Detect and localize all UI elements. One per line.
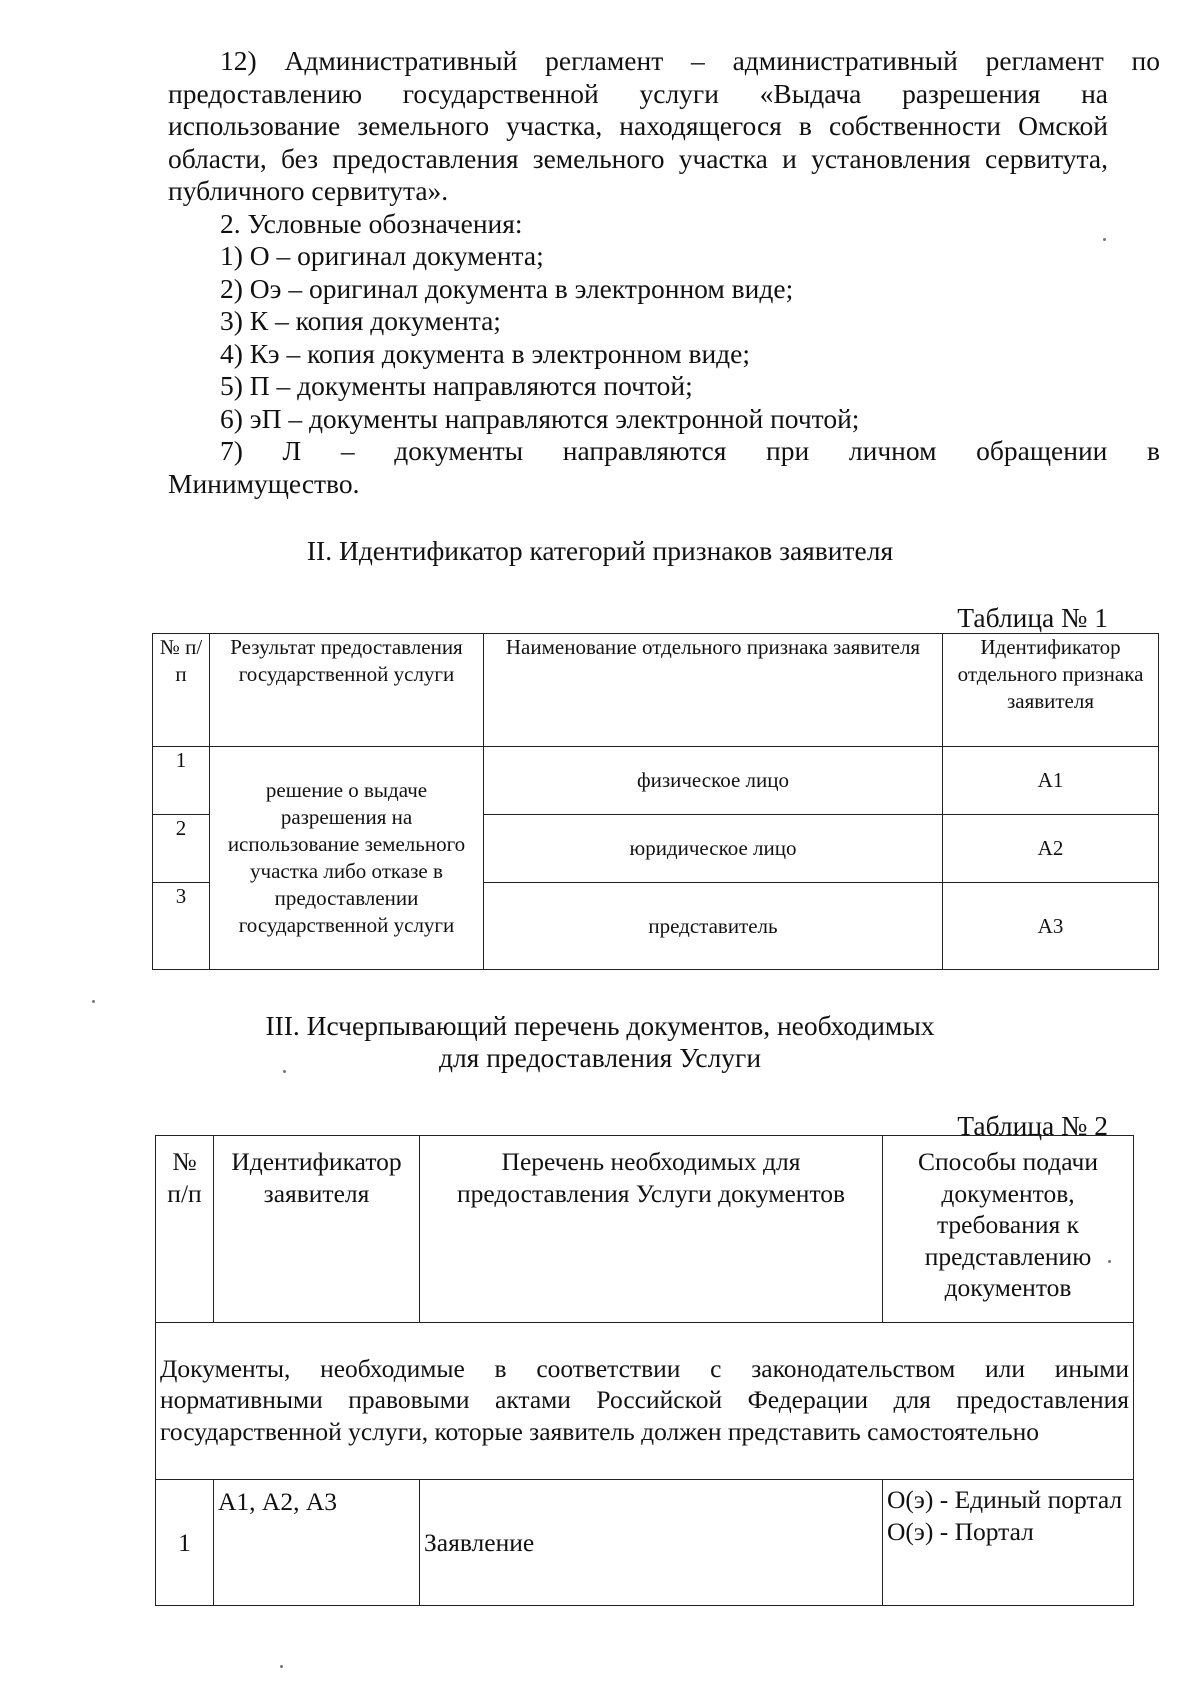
table-row (153, 747, 1159, 815)
legend-item: 4) Кэ – копия документа в электронном виде; (220, 337, 751, 369)
table-2-caption: Таблица № 2 (957, 1110, 1108, 1141)
legend-title: 2. Условные обозначения: (220, 207, 523, 239)
definition-12-end (168, 175, 1108, 208)
row-number: 2 (153, 815, 210, 883)
attribute-id: А3 (943, 883, 1159, 970)
header-cell: Наименование отдельного признака заявителя (484, 634, 943, 747)
table-2 (155, 1135, 1134, 1606)
header-cell: Результат предоставления государственной услуги (210, 634, 484, 747)
definition-12 (168, 45, 1160, 78)
header-cell: Перечень необходимых для предоставления Услуги документов (420, 1136, 883, 1323)
legend-item: 3) К – копия документа; (220, 305, 501, 336)
row-number: 1 (153, 747, 210, 815)
section-3-heading (0, 1010, 1200, 1074)
text-line: 12) Административный регламент – административный регламент по (220, 45, 1160, 76)
attribute-name: представитель (484, 883, 943, 970)
legend-item: 6) эП – документы направляются электронной почтой; (220, 402, 860, 434)
scan-speck (1103, 238, 1106, 241)
scan-speck (92, 1000, 95, 1003)
header-cell: Идентификатор отдельного признака заявителя (943, 634, 1159, 747)
table-1-caption: Таблица № 1 (957, 602, 1108, 633)
legend-item: 2) Оэ – оригинал документа в электронном виде; (220, 272, 794, 304)
scan-speck (1108, 1260, 1111, 1263)
row-number: 3 (153, 883, 210, 970)
header-cell: Способы подачи документов, требования к представлению документов (883, 1136, 1134, 1323)
result-cell: решение о выдаче разрешения на использование земельного участка либо отказе в предоставлении государственной услуги (210, 747, 484, 970)
scan-speck (283, 1070, 286, 1073)
text-line: области, без предоставления земельного участка и установления сервитута, (168, 142, 1108, 174)
header-cell: Идентификатор заявителя (214, 1136, 420, 1323)
table-1 (152, 633, 1159, 970)
header-cell: № п/п (153, 634, 210, 747)
scan-speck (280, 1665, 283, 1668)
applicant-ids: А1, А2, А3 (214, 1480, 420, 1606)
table-1-header (153, 634, 1159, 747)
attribute-id: А1 (943, 747, 1159, 815)
document-name: Заявление (420, 1480, 883, 1606)
section-2-heading: II. Идентификатор категорий признаков заявителя (306, 535, 894, 566)
heading-line: III. Исчерпывающий перечень документов, необходимых (265, 1010, 935, 1041)
heading-line: для предоставления Услуги (438, 1042, 762, 1073)
row-number: 1 (156, 1480, 214, 1606)
text-line: 7) Л – документы направляются при личном обращении в (220, 435, 1160, 466)
legend-item: 5) П – документы направляются почтой; (220, 370, 693, 401)
method-item: О(э) - Единый портал (887, 1485, 1123, 1514)
legend-list (168, 208, 1160, 436)
section-text: Документы, необходимые в соответствии с законодательством или иными нормативными правовыми актами Российской Федерации для предоставления государственной услуги, которые заявитель должен представить самостоятельно (156, 1323, 1134, 1480)
legend-item-7 (168, 435, 1160, 468)
table-section-row (156, 1323, 1134, 1480)
legend-item: 1) О – оригинал документа; (220, 240, 544, 271)
table-2-header (156, 1136, 1134, 1323)
header-cell: № п/п (156, 1136, 214, 1323)
submission-methods (883, 1480, 1134, 1606)
attribute-name: физическое лицо (484, 747, 943, 815)
text-line: Минимущество. (168, 467, 360, 499)
definition-12-body (168, 78, 1108, 176)
text-line: публичного сервитута». (168, 175, 449, 206)
text-line: предоставлению государственной услуги «Выдача разрешения на (168, 77, 1108, 109)
table-row (156, 1480, 1134, 1606)
method-item: О(э) - Портал (887, 1516, 1034, 1546)
legend-item-7-end (168, 468, 1108, 501)
attribute-id: А2 (943, 815, 1159, 883)
attribute-name: юридическое лицо (484, 815, 943, 883)
text-line: использование земельного участка, находящегося в собственности Омской (168, 110, 1108, 141)
